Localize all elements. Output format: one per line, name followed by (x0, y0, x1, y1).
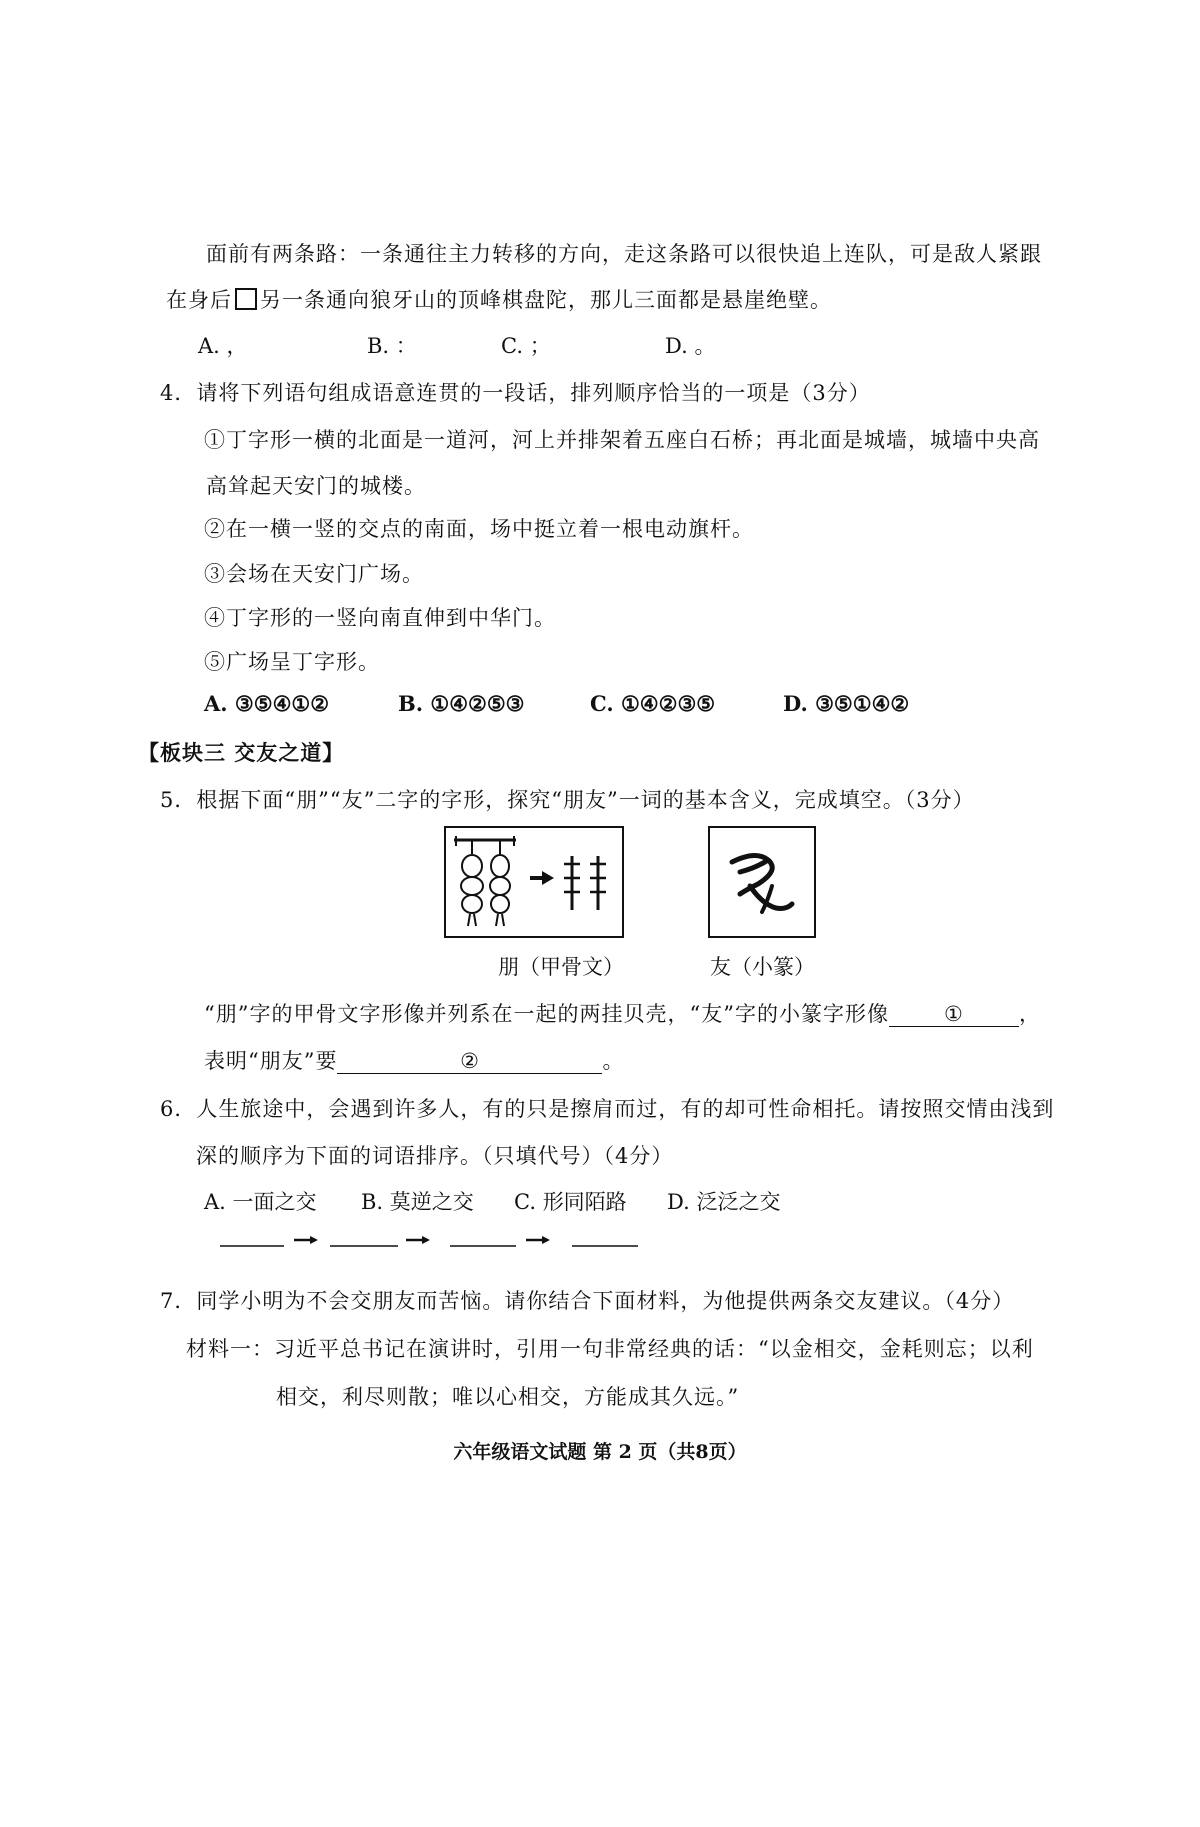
q3-line2-after: 另一条通向狼牙山的顶峰棋盘陀，那儿三面都是悬崖绝壁。 (260, 288, 832, 312)
you-seal-script-image (708, 826, 816, 938)
q3-line2-before: 在身后 (166, 288, 232, 312)
section-heading: 【板块三 交友之道】 (138, 740, 345, 765)
arrow-right-icon (422, 1236, 430, 1244)
q5-fill-line2 (204, 1045, 624, 1075)
q5-text2: 表明“朋友”要 (204, 1049, 338, 1073)
caption-you: 友（小篆） (710, 955, 815, 979)
page-footer: 六年级语文试题 第 2 页（共8页） (453, 1441, 747, 1463)
q4-sentence-2: ②在一横一竖的交点的南面，场中挺立着一根电动旗杆。 (204, 517, 754, 541)
q5-blank-2[interactable]: ② (337, 1049, 602, 1074)
q3-line2 (166, 284, 832, 314)
q6-order-blanks (218, 1228, 648, 1252)
q6-option-b: B. 莫逆之交 (361, 1190, 474, 1214)
q3-option-c: C. ； (501, 334, 551, 358)
q6-option-c: C. 形同陌路 (514, 1190, 627, 1214)
you-glyph-icon (710, 828, 814, 936)
arrow-right-icon (542, 1236, 550, 1244)
q4-option-d: D. ③⑤①④② (783, 691, 910, 716)
q7-title: 7．同学小明为不会交朋友而苦恼。请你结合下面材料，为他提供两条交友建议。（4分） (160, 1289, 1015, 1313)
blank-box[interactable] (235, 288, 257, 310)
q4-sentence-5: ⑤广场呈丁字形。 (204, 650, 380, 674)
q4-sentence-4: ④丁字形的一竖向南直伸到中华门。 (204, 606, 556, 630)
q4-sentence-3: ③会场在天安门广场。 (204, 562, 424, 586)
q4-option-b: B. ①④②⑤③ (398, 691, 525, 716)
q4-option-a: A. ③⑤④①② (204, 691, 330, 716)
peng-oracle-bone-image (444, 826, 624, 938)
q7-material1-line1: 材料一：习近平总书记在演讲时，引用一句非常经典的话：“以金相交，金耗则忘；以利 (186, 1337, 1034, 1361)
q5-fill-line1 (204, 998, 1041, 1028)
q7-material1-line2: 相交，利尽则散；唯以心相交，方能成其久远。” (276, 1385, 740, 1409)
peng-glyph-icon (446, 828, 622, 936)
q4-option-c: C. ①④②③⑤ (590, 691, 716, 716)
q4-sentence-1b: 高耸起天安门的城楼。 (206, 474, 426, 498)
q5-text1-end: ， (1018, 1002, 1041, 1026)
q6-title-line2: 深的顺序为下面的词语排序。（只填代号）（4分） (196, 1144, 674, 1168)
q3-option-d: D. 。 (665, 334, 716, 358)
q3-option-a: A. ， (198, 334, 248, 358)
q5-text1: “朋”字的甲骨文字形像并列系在一起的两挂贝壳，“友”字的小篆字形像 (204, 1002, 889, 1026)
q3-line1: 面前有两条路：一条通往主力转移的方向，走这条路可以很快追上连队，可是敌人紧跟 (206, 242, 1042, 266)
arrow-right-icon (310, 1236, 318, 1244)
q4-title: 4．请将下列语句组成语意连贯的一段话，排列顺序恰当的一项是（3分） (160, 381, 871, 405)
q5-blank-1[interactable]: ① (889, 1002, 1019, 1027)
q6-option-a: A. 一面之交 (204, 1190, 317, 1214)
q6-title-line1: 6．人生旅途中，会遇到许多人，有的只是擦肩而过，有的却可性命相托。请按照交情由浅到 (160, 1097, 1055, 1121)
caption-peng: 朋（甲骨文） (498, 955, 624, 979)
q4-sentence-1a: ①丁字形一横的北面是一道河，河上并排架着五座白石桥；再北面是城墙，城墙中央高 (204, 428, 1040, 452)
q6-option-d: D. 泛泛之交 (667, 1190, 781, 1214)
q5-title: 5．根据下面“朋”“友”二字的字形，探究“朋友”一词的基本含义，完成填空。（3分） (160, 788, 975, 812)
q3-option-b: B. ： (367, 334, 417, 358)
q5-text2-end: 。 (602, 1049, 625, 1073)
